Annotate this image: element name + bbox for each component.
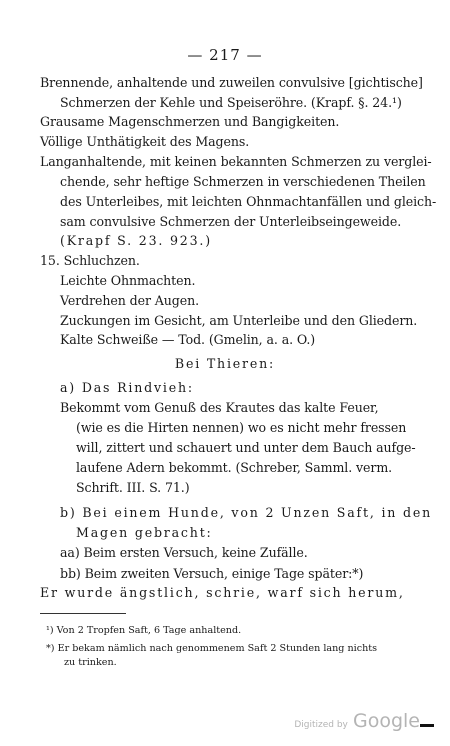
- subsection-b-label: Magen gebracht:: [76, 525, 213, 540]
- footnote: zu trinken.: [64, 657, 117, 668]
- body-line: Bekommt vom Genuß des Krautes das kalte Feuer,: [60, 400, 379, 415]
- citation: (Krapf S. 23. 923.): [60, 233, 212, 248]
- body-line: Grausame Magenschmerzen und Bangigkeiten.: [40, 114, 340, 129]
- body-line: Völlige Unthätigkeit des Magens.: [40, 134, 250, 149]
- body-line: Zuckungen im Gesicht, am Unterleibe und den Gliedern.: [60, 313, 418, 328]
- footnote: ¹) Von 2 Tropfen Saft, 6 Tage anhaltend.: [46, 625, 242, 636]
- body-line: (wie es die Hirten nennen) wo es nicht mehr fressen: [76, 420, 407, 435]
- body-line: Brennende, anhaltende und zuweilen convulsive [gichtische]: [40, 75, 423, 90]
- body-line: Verdrehen der Augen.: [60, 293, 199, 308]
- watermark-brand: Google: [352, 710, 420, 732]
- body-line: aa) Beim ersten Versuch, keine Zufälle.: [60, 545, 308, 560]
- body-line: Schmerzen der Kehle und Speiseröhre. (Krapf. §. 24.¹): [60, 95, 402, 110]
- subsection-a-label: a) Das Rindvieh:: [60, 380, 194, 395]
- body-line: Schrift. III. S. 71.): [76, 480, 190, 495]
- body-line: chende, sehr heftige Schmerzen in verschiedenen Theilen: [60, 174, 426, 189]
- section-heading: Bei Thieren:: [174, 356, 276, 371]
- footnote: *) Er bekam nämlich nach genommenem Saft 2 Stunden lang nichts: [46, 643, 378, 654]
- page-number: — 217 —: [187, 46, 263, 64]
- subsection-b-label: b) Bei einem Hunde, von 2 Unzen Saft, in den: [60, 505, 433, 520]
- watermark-small-text: Digitized by: [294, 720, 348, 730]
- body-line: Kalte Schweiße — Tod. (Gmelin, a. a. O.): [60, 332, 316, 347]
- scan-mark: [420, 724, 434, 727]
- body-line: laufene Adern bekommt. (Schreber, Samml. verm.: [76, 460, 393, 475]
- numbered-symptom: 15. Schluchzen.: [40, 253, 140, 268]
- body-line: bb) Beim zweiten Versuch, einige Tage später:*): [60, 566, 364, 581]
- body-line: will, zittert und schauert und unter dem Bauch aufge-: [76, 440, 416, 455]
- body-line: Langanhaltende, mit keinen bekannten Schmerzen zu verglei-: [40, 154, 432, 169]
- body-line: Leichte Ohnmachten.: [60, 273, 196, 288]
- body-line: Er wurde ängstlich, schrie, warf sich herum,: [40, 585, 405, 600]
- footnote-rule: [40, 613, 126, 614]
- body-line: des Unterleibes, mit leichten Ohnmachtanfällen und gleich-: [60, 194, 437, 209]
- body-line: sam convulsive Schmerzen der Unterleibseingeweide.: [60, 214, 402, 229]
- google-watermark: [294, 710, 420, 732]
